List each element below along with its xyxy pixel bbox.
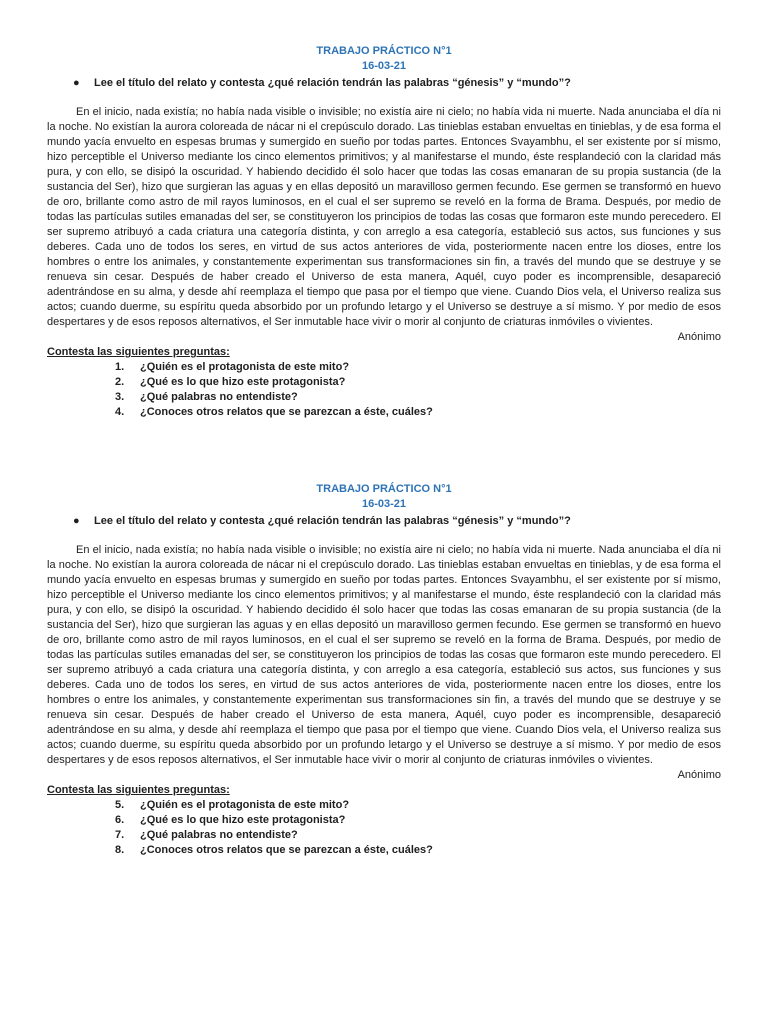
instruction-text: Lee el título del relato y contesta ¿qué relación tendrán las palabras “génesis” y “mundo”? xyxy=(94,77,571,89)
question-number: 6. xyxy=(115,814,125,826)
story-author: Anónimo xyxy=(677,331,721,343)
worksheet-section-2 xyxy=(47,482,721,858)
questions-heading: Contesta las siguientes preguntas: xyxy=(47,346,230,358)
question-text: ¿Qué palabras no entendiste? xyxy=(140,391,298,403)
worksheet-title: TRABAJO PRÁCTICO N°1 xyxy=(316,45,452,57)
question-number: 7. xyxy=(115,829,125,841)
question-item xyxy=(47,360,721,375)
question-number: 2. xyxy=(115,376,125,388)
question-text: ¿Conoces otros relatos que se parezcan a éste, cuáles? xyxy=(140,844,433,856)
question-number: 1. xyxy=(115,361,125,373)
questions-list xyxy=(47,360,721,420)
question-text: ¿Qué palabras no entendiste? xyxy=(140,829,298,841)
worksheet-section-1 xyxy=(47,44,721,420)
questions-list xyxy=(47,798,721,858)
question-item xyxy=(47,405,721,420)
question-number: 3. xyxy=(115,391,125,403)
story-paragraph: En el inicio, nada existía; no había nada visible o invisible; no existía aire ni cielo; no había vida ni muerte. Nada anunciaba el día ni la noche. No existían la aurora coloreada de nácar ni el crepúsculo dorado. Las tinieblas estaban envueltas en tinieblas, y de esa forma el mundo yacía envuelto en espesas brumas y sumergido en sueño por todas partes. Entonces Svayambhu, el ser existente por sí mismo, hizo perceptible el Universo mediante los cinco elementos primitivos; y al manifestarse el mundo, éste resplandeció con la claridad más pura, y con ello, se disipó la oscuridad. Y habiendo decidido él solo hacer que todas las cosas emanaran de su propia sustancia (de la sustancia del Ser), hizo que surgieran las aguas y en ellas depositó un maravilloso germen fecundo. Ese germen se transformó en huevo de oro, brillante como astro de mil rayos luminosos, en el cual el ser supremo se reveló en la forma de Brama. Después, por medio de todas las partículas sutiles emanadas del ser, se constituyeron los principios de todas las cosas que formaron este mundo perecedero. El ser supremo atribuyó a cada criatura una categoría distinta, y con arreglo a esa categoría, estableció sus actos, sus funciones y sus deberes. Cada uno de todos los seres, en virtud de sus actos anteriores de vida, posteriormente nacen entre los dioses, entre los hombres o entre los animales, y constantemente experimentan sus transformaciones sin fin, a través del mundo que se destruye y se renueva sin cesar. Después de haber creado el Universo de esta manera, Aquél, cuyo poder es incomprensible, desapareció adentrándose en su alma, y desde ahí reemplaza el tiempo que pasa por el tiempo que viene. Cuando Dios vela, el Universo realiza sus actos; cuando duerme, su espíritu queda absorbido por un profundo letargo y el Universo se destruye a sí mismo. Y por medio de esos despertares y de esos reposos alternativos, el Ser inmutable hace vivir o morir al conjunto de criaturas inmóviles o vivientes. xyxy=(47,106,721,328)
worksheet-date: 16-03-21 xyxy=(361,498,407,510)
question-item xyxy=(47,798,721,813)
worksheet-date: 16-03-21 xyxy=(361,60,407,72)
bullet-icon: ● xyxy=(73,77,80,89)
question-number: 4. xyxy=(115,406,125,418)
question-item xyxy=(47,375,721,390)
story-paragraph: En el inicio, nada existía; no había nada visible o invisible; no existía aire ni cielo; no había vida ni muerte. Nada anunciaba el día ni la noche. No existían la aurora coloreada de nácar ni el crepúsculo dorado. Las tinieblas estaban envueltas en tinieblas, y de esa forma el mundo yacía envuelto en espesas brumas y sumergido en sueño por todas partes. Entonces Svayambhu, el ser existente por sí mismo, hizo perceptible el Universo mediante los cinco elementos primitivos; y al manifestarse el mundo, éste resplandeció con la claridad más pura, y con ello, se disipó la oscuridad. Y habiendo decidido él solo hacer que todas las cosas emanaran de su propia sustancia (de la sustancia del Ser), hizo que surgieran las aguas y en ellas depositó un maravilloso germen fecundo. Ese germen se transformó en huevo de oro, brillante como astro de mil rayos luminosos, en el cual el ser supremo se reveló en la forma de Brama. Después, por medio de todas las partículas sutiles emanadas del ser, se constituyeron los principios de todas las cosas que formaron este mundo perecedero. El ser supremo atribuyó a cada criatura una categoría distinta, y con arreglo a esa categoría, estableció sus actos, sus funciones y sus deberes. Cada uno de todos los seres, en virtud de sus actos anteriores de vida, posteriormente nacen entre los dioses, entre los hombres o entre los animales, y constantemente experimentan sus transformaciones sin fin, a través del mundo que se destruye y se renueva sin cesar. Después de haber creado el Universo de esta manera, Aquél, cuyo poder es incomprensible, desapareció adentrándose en su alma, y desde ahí reemplaza el tiempo que pasa por el tiempo que viene. Cuando Dios vela, el Universo realiza sus actos; cuando duerme, su espíritu queda absorbido por un profundo letargo y el Universo se destruye a sí mismo. Y por medio de esos despertares y de esos reposos alternativos, el Ser inmutable hace vivir o morir al conjunto de criaturas inmóviles o vivientes. xyxy=(47,544,721,766)
question-text: ¿Conoces otros relatos que se parezcan a éste, cuáles? xyxy=(140,406,433,418)
question-number: 8. xyxy=(115,844,125,856)
worksheet-title: TRABAJO PRÁCTICO N°1 xyxy=(316,483,452,495)
bullet-icon: ● xyxy=(73,515,80,527)
question-text: ¿Quién es el protagonista de este mito? xyxy=(140,799,350,811)
story-author: Anónimo xyxy=(677,769,721,781)
question-item xyxy=(47,828,721,843)
question-item xyxy=(47,390,721,405)
instruction-text: Lee el título del relato y contesta ¿qué relación tendrán las palabras “génesis” y “mundo”? xyxy=(94,515,571,527)
question-text: ¿Qué es lo que hizo este protagonista? xyxy=(140,814,346,826)
question-item xyxy=(47,843,721,858)
instruction-line xyxy=(47,514,721,529)
question-item xyxy=(47,813,721,828)
question-number: 5. xyxy=(115,799,125,811)
questions-heading: Contesta las siguientes preguntas: xyxy=(47,784,230,796)
question-text: ¿Quién es el protagonista de este mito? xyxy=(140,361,350,373)
question-text: ¿Qué es lo que hizo este protagonista? xyxy=(140,376,346,388)
instruction-line xyxy=(47,76,721,91)
